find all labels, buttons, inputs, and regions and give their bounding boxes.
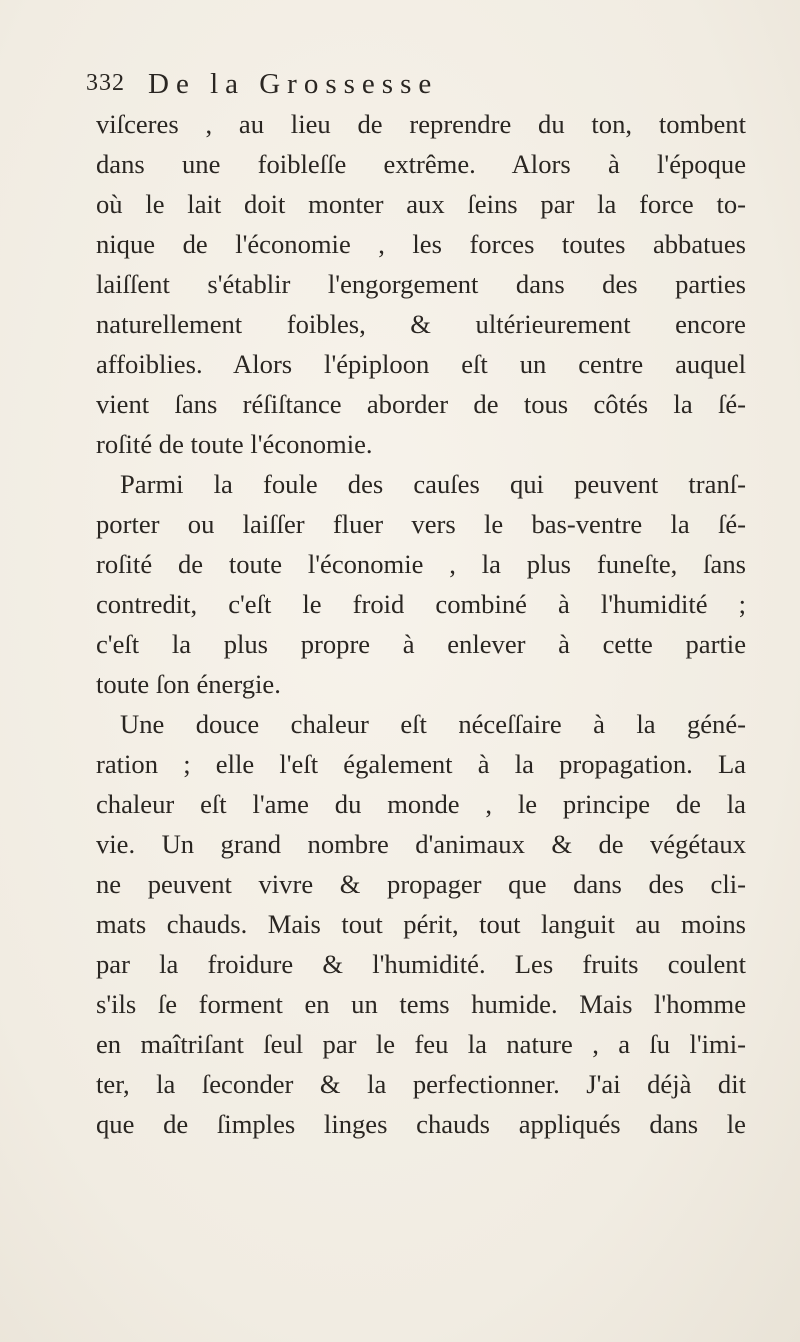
text-line: roſité de toute l'économie , la plus funeſte, ſans bbox=[96, 549, 746, 579]
text-line: toute ſon énergie. bbox=[96, 669, 281, 699]
text-line: viſceres , au lieu de reprendre du ton, tombent bbox=[96, 109, 746, 139]
text-line: ne peuvent vivre & propager que dans des cli- bbox=[96, 869, 746, 899]
text-line: Parmi la foule des cauſes qui peuvent tranſ- bbox=[120, 469, 746, 499]
text-line: nique de l'économie , les forces toutes abbatues bbox=[96, 229, 746, 259]
text-line: ter, la ſeconder & la perfectionner. J'ai déjà dit bbox=[96, 1069, 746, 1099]
text-line: Une douce chaleur eſt néceſſaire à la géné- bbox=[120, 709, 746, 739]
text-line: que de ſimples linges chauds appliqués dans le bbox=[96, 1109, 746, 1139]
text-line: laiſſent s'établir l'engorgement dans des parties bbox=[96, 269, 746, 299]
text-line: naturellement foibles, & ultérieurement encore bbox=[96, 309, 746, 339]
text-line: chaleur eſt l'ame du monde , le principe de la bbox=[96, 789, 746, 819]
text-line: par la froidure & l'humidité. Les fruits coulent bbox=[96, 949, 746, 979]
page-header bbox=[86, 68, 726, 108]
text-line: dans une foibleſſe extrême. Alors à l'époque bbox=[96, 149, 746, 179]
text-line: vie. Un grand nombre d'animaux & de végétaux bbox=[96, 829, 746, 859]
text-line: ration ; elle l'eſt également à la propagation. La bbox=[96, 749, 746, 779]
text-line: en maîtriſant ſeul par le feu la nature , a ſu l'imi- bbox=[96, 1029, 746, 1059]
text-line: s'ils ſe forment en un tems humide. Mais l'homme bbox=[96, 989, 746, 1019]
text-line: affoiblies. Alors l'épiploon eſt un centre auquel bbox=[96, 349, 746, 379]
text-line: roſité de toute l'économie. bbox=[96, 429, 373, 459]
text-line: vient ſans réſiſtance aborder de tous côtés la ſé- bbox=[96, 389, 746, 419]
text-line: où le lait doit monter aux ſeins par la force to- bbox=[96, 189, 746, 219]
text-line: contredit, c'eſt le froid combiné à l'humidité ; bbox=[96, 589, 746, 619]
text-line: mats chauds. Mais tout périt, tout languit au moins bbox=[96, 909, 746, 939]
text-line: c'eſt la plus propre à enlever à cette partie bbox=[96, 629, 746, 659]
page-number: 332 bbox=[86, 70, 125, 96]
body-text bbox=[96, 104, 746, 1144]
text-line: porter ou laiſſer fluer vers le bas-ventre la ſé- bbox=[96, 509, 746, 539]
running-title: De la Grossesse bbox=[148, 68, 439, 100]
